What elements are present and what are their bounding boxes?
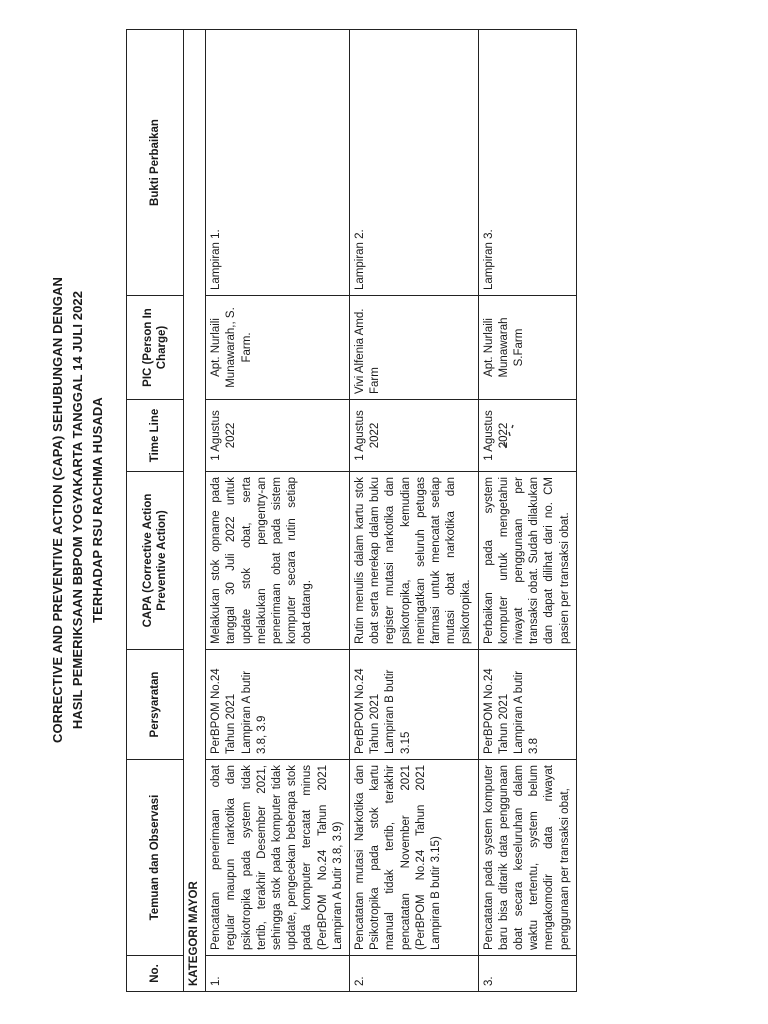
header-no: No. — [127, 956, 184, 992]
header-temuan: Temuan dan Observasi — [127, 760, 184, 956]
cell-persyaratan: PerBPOM No.24 Tahun 2021 Lampiran A butir 3.8 — [478, 650, 576, 760]
header-pic: PIC (Person In Charge) — [127, 296, 184, 400]
cell-capa: Melakukan stok opname pada tanggal 30 Juli 2022 untuk update stok obat, serta melakukan pengentry-an penerimaan obat pada sistem komputer secara rutin setiap obat datang. — [206, 472, 350, 650]
table-row — [350, 30, 479, 992]
cell-bukti: Lampiran 3. — [478, 30, 576, 296]
cell-timeline: 1 Agustus 2022 — [350, 400, 479, 472]
title-line-3: TERHADAP RSU RACHMA HUSADA — [90, 397, 105, 623]
cell-temuan: Pencatatan pada system komputer baru bisa ditarik data penggunaan obat secara keseluruhan dalam waktu tertentu, system belum mengakomodir data riwayat penggunaan per transaksi obat, — [478, 760, 576, 956]
title-line-2: HASIL PEMERIKSAAN BBPOM YOGYAKARTA TANGGAL 14 JULI 2022 — [70, 290, 85, 730]
cell-pic: Vivi Alfenia Amd. Farm — [350, 296, 479, 400]
cell-pic: Apt. Nurlaili Munawarah S.Farm — [478, 296, 576, 400]
table-row — [478, 30, 576, 992]
cell-persyaratan: PerBPOM No.24 Tahun 2021 Lampiran A butir 3.8, 3.9 — [206, 650, 350, 760]
cell-no: 3. — [478, 956, 576, 992]
cell-capa: Perbaikan pada system komputer untuk mengetahui riwayat penggunaan per transaksi obat. Sudah dilakukan dan dapat dilihat dari no. CM pasien per transaksi obat. — [478, 472, 576, 650]
capa-table — [126, 29, 577, 992]
cell-persyaratan: PerBPOM No.24 Tahun 2021 Lampiran B butir 3.15 — [350, 650, 479, 760]
cell-timeline: 1 Agustus 2022 — [478, 400, 576, 472]
title-line-1: CORRECTIVE AND PREVENTIVE ACTION (CAPA) SEHUBUNGAN DENGAN — [50, 276, 65, 744]
pen-mark-icon — [500, 420, 520, 450]
cell-temuan: Pencatatan mutasi Narkotika dan Psikotropika pada stok kartu manual tidak tertib, terakhir pencatatan November 2021 (PerBPOM No.24 Tahun 2021 Lampiran B butir 3.15) — [350, 760, 479, 956]
table-row — [206, 30, 350, 992]
header-capa: CAPA (Corrective Action Preventive Action) — [127, 472, 184, 650]
cell-temuan: Pencatatan penerimaan obat regular maupun narkotika dan psikotropika pada system tidak tertib, terakhir Desember 2021, sehingga stok pada komputer tidak update, pengecekan beberapa stok pada komputer tercatat minus (PerBPOM No.24 Tahun 2021 Lampiran A butir 3.8, 3.9) — [206, 760, 350, 956]
cell-bukti: Lampiran 1. — [206, 30, 350, 296]
cell-bukti: Lampiran 2. — [350, 30, 479, 296]
cell-capa: Rutin menulis dalam kartu stok obat serta merekap dalam buku register mutasi narkotika dan psikotropika, kemudian meningatkan seluruh petugas farmasi untuk mencatat setiap mutasi obat narkotika dan psikotropika. — [350, 472, 479, 650]
cell-timeline: 1 Agustus 2022 — [206, 400, 350, 472]
cell-no: 2. — [350, 956, 479, 992]
document-title — [48, 10, 108, 1010]
header-timeline: Time Line — [127, 400, 184, 472]
category-row — [184, 30, 206, 992]
cell-no: 1. — [206, 956, 350, 992]
header-persyaratan: Persyaratan — [127, 650, 184, 760]
table-header-row — [127, 30, 184, 992]
document-page — [30, 10, 750, 1010]
header-bukti: Bukti Perbaikan — [127, 30, 184, 296]
cell-pic: Apt. Nurlaili Munawarah,, S. Farm. — [206, 296, 350, 400]
category-label: KATEGORI MAYOR — [184, 30, 206, 992]
